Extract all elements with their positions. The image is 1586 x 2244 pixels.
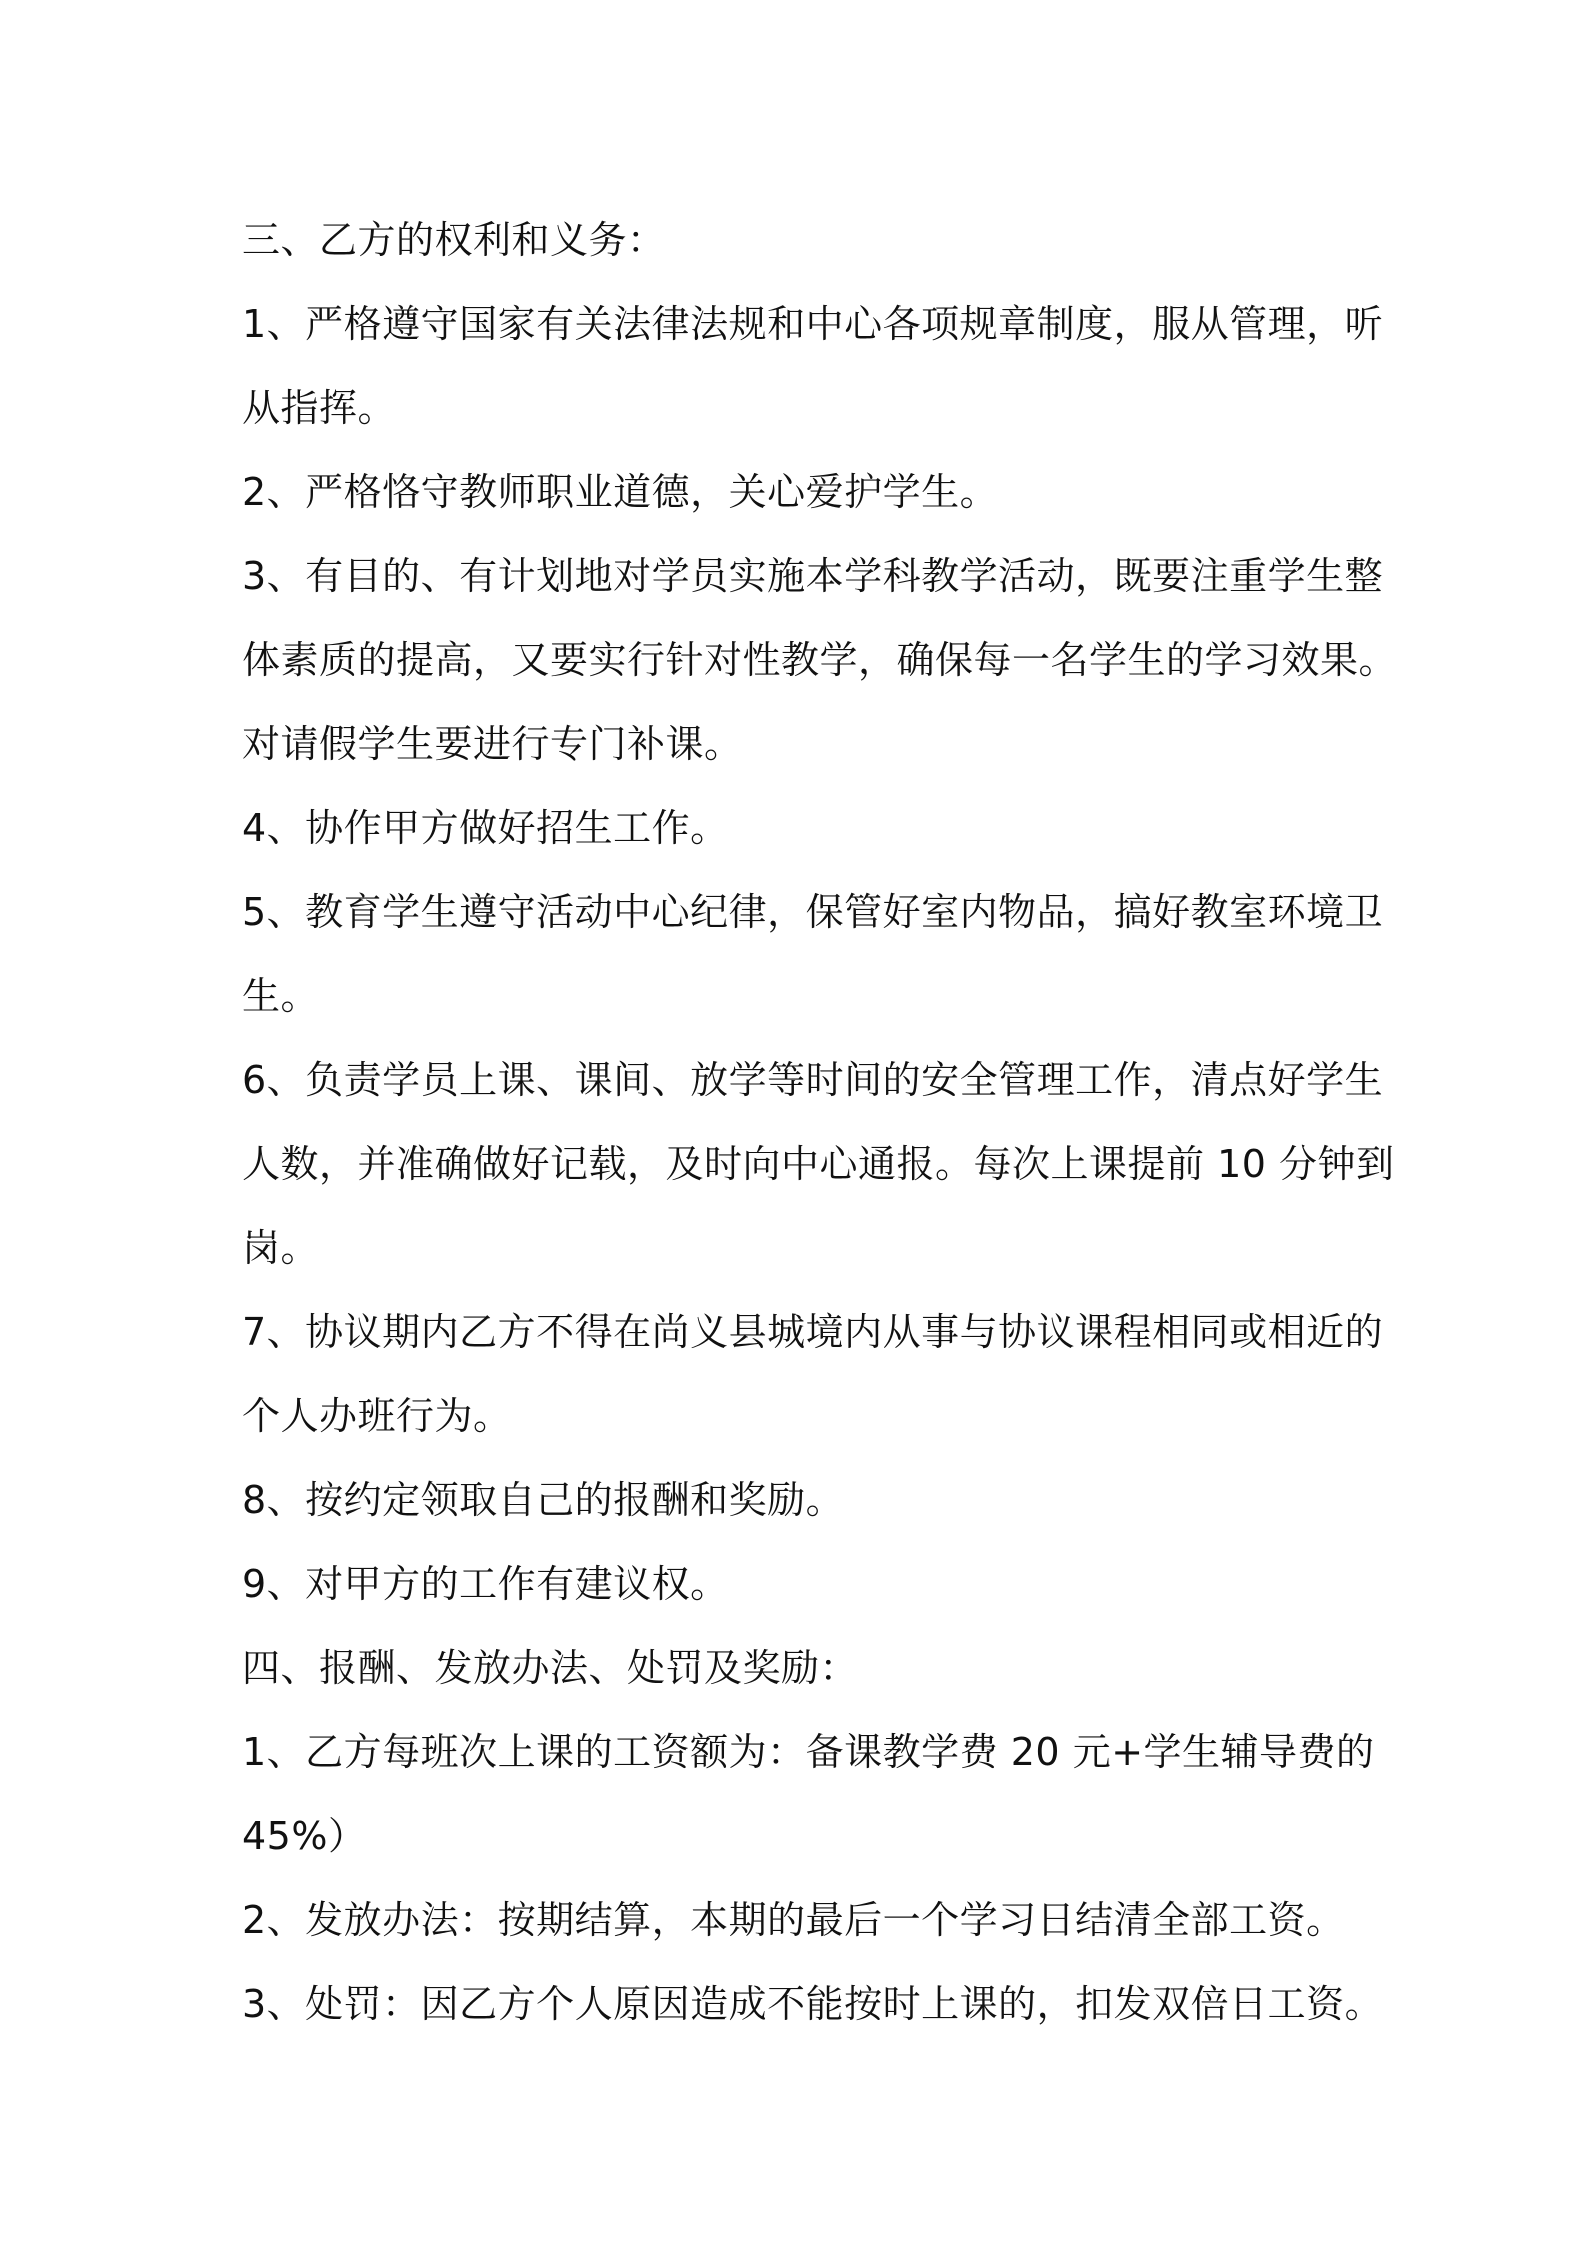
text-line: 岗。: [242, 1226, 320, 1270]
text-line: 4、协作甲方做好招生工作。: [242, 806, 729, 850]
text-line: 体素质的提高，又要实行针对性教学，确保每一名学生的学习效果。: [242, 638, 1398, 682]
text-line: 6、负责学员上课、课间、放学等时间的安全管理工作，清点好学生: [242, 1058, 1384, 1102]
text-line: 2、发放办法：按期结算，本期的最后一个学习日结清全部工资。: [242, 1898, 1345, 1942]
text-line: 3、有目的、有计划地对学员实施本学科教学活动，既要注重学生整: [242, 554, 1384, 598]
text-line: 2、严格恪守教师职业道德，关心爱护学生。: [242, 470, 999, 514]
section-heading-4: 四、报酬、发放办法、处罚及奖励：: [242, 1646, 859, 1690]
section-heading-3: 三、乙方的权利和义务：: [242, 218, 666, 262]
text-line: 个人办班行为。: [242, 1394, 512, 1438]
text-line: 3、处罚：因乙方个人原因造成不能按时上课的，扣发双倍日工资。: [242, 1982, 1384, 2026]
text-line: 45%）: [242, 1814, 367, 1858]
document-body: [242, 198, 1398, 2046]
text-line: 对请假学生要进行专门补课。: [242, 722, 743, 766]
text-line: 生。: [242, 974, 320, 1018]
text-line: 9、对甲方的工作有建议权。: [242, 1562, 729, 1606]
text-line: 人数，并准确做好记载，及时向中心通报。每次上课提前 10 分钟到: [242, 1142, 1395, 1186]
text-line: 8、按约定领取自己的报酬和奖励。: [242, 1478, 845, 1522]
text-line: 1、乙方每班次上课的工资额为：备课教学费 20 元+学生辅导费的: [242, 1730, 1375, 1774]
text-line: 5、教育学生遵守活动中心纪律，保管好室内物品，搞好教室环境卫: [242, 890, 1384, 934]
text-line: 7、协议期内乙方不得在尚义县城境内从事与协议课程相同或相近的: [242, 1310, 1384, 1354]
text-line: 1、严格遵守国家有关法律法规和中心各项规章制度，服从管理，听: [242, 302, 1384, 346]
text-line: 从指挥。: [242, 386, 397, 430]
